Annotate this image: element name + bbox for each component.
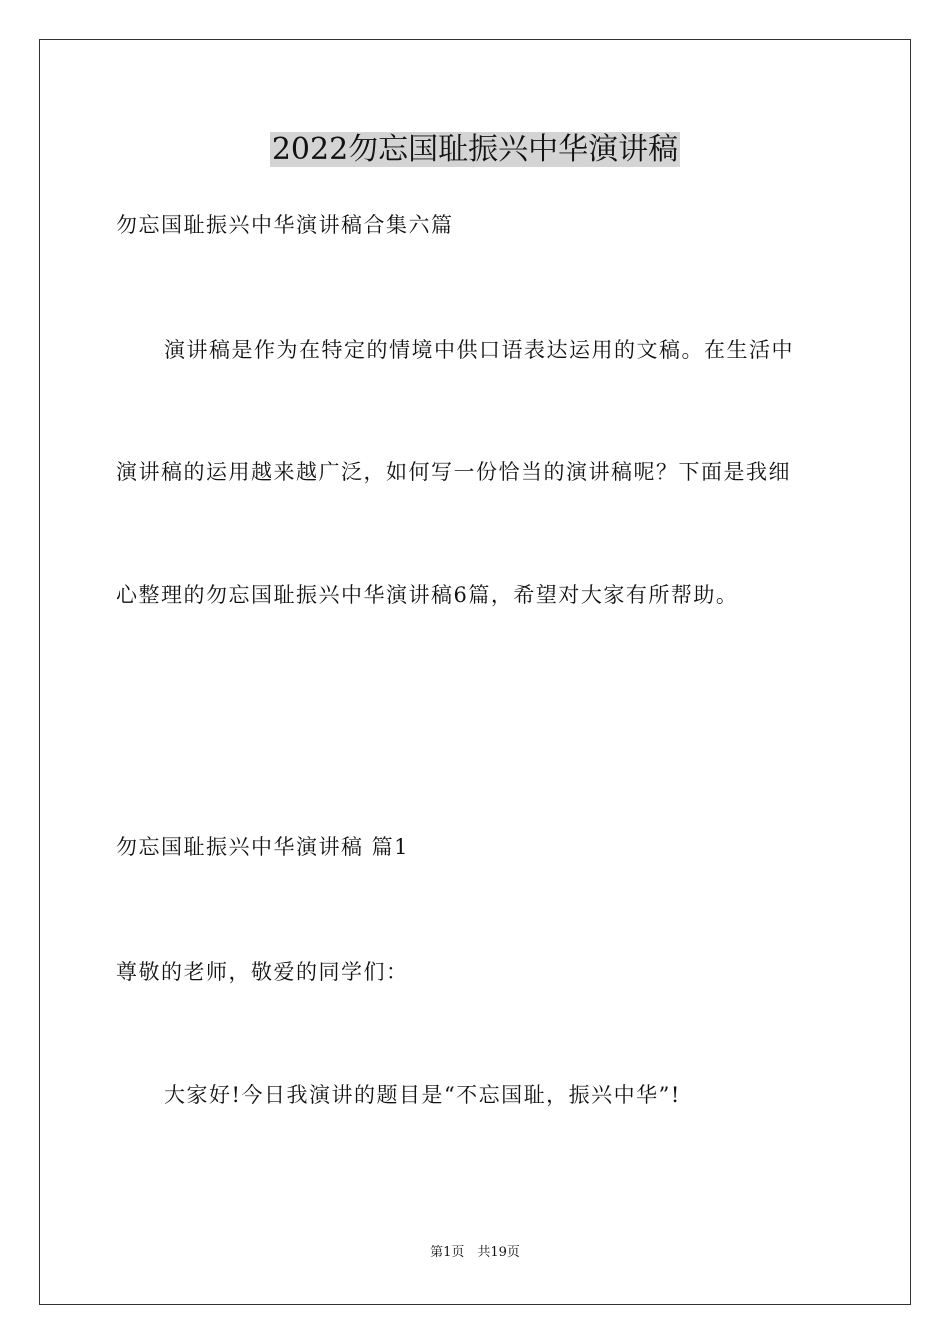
document-title-text: 2022勿忘国耻振兴中华演讲稿: [271, 132, 679, 167]
page-footer: 第1页 共19页: [430, 1245, 520, 1260]
intro-line-2: 演讲稿的运用越来越广泛，如何写一份恰当的演讲稿呢？下面是我细: [116, 460, 791, 484]
section-heading: 勿忘国耻振兴中华演讲稿 篇1: [116, 835, 410, 859]
document-subtitle: 勿忘国耻振兴中华演讲稿合集六篇: [116, 213, 454, 237]
intro-line-1: 演讲稿是作为在特定的情境中供口语表达运用的文稿。在生活中: [164, 338, 794, 362]
document-title: [0, 128, 950, 172]
intro-line-3: 心整理的勿忘国耻振兴中华演讲稿6篇，希望对大家有所帮助。: [116, 583, 739, 607]
salutation: 尊敬的老师，敬爱的同学们：: [116, 960, 409, 984]
body-line: 大家好!今日我演讲的题目是“不忘国耻，振兴中华”!: [164, 1083, 681, 1107]
